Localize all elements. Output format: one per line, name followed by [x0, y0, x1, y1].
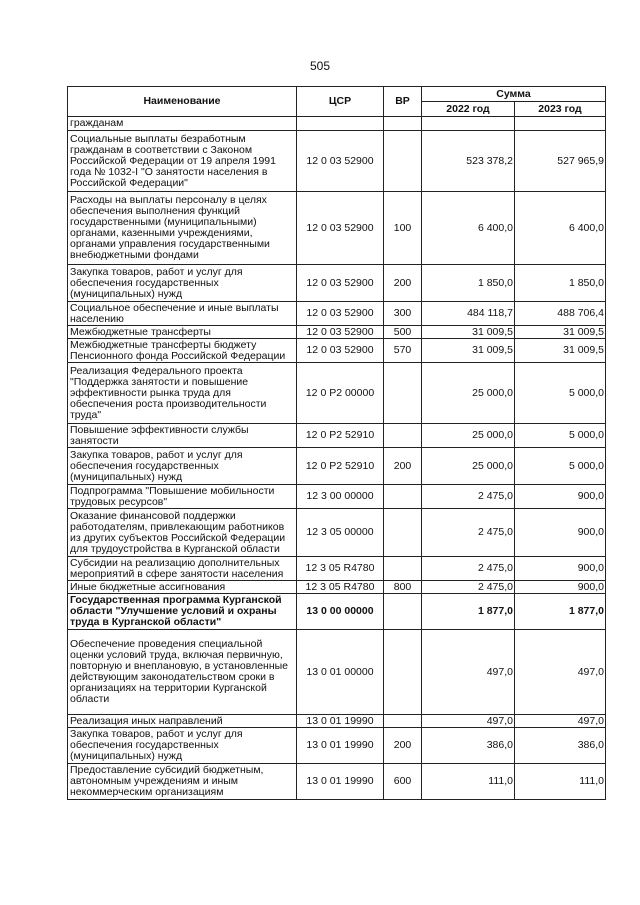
row-csr: 12 3 05 R4780 [297, 581, 384, 594]
row-sum-2022: 31 009,5 [422, 326, 515, 339]
row-sum-2022: 484 118,7 [422, 302, 515, 326]
row-vr [384, 509, 422, 557]
row-csr: 13 0 01 19990 [297, 728, 384, 764]
row-vr: 800 [384, 581, 422, 594]
table-row [68, 302, 606, 326]
row-name: Межбюджетные трансферты бюджету Пенсионного фонда Российской Федерации [68, 339, 297, 363]
row-vr: 300 [384, 302, 422, 326]
row-name: Закупка товаров, работ и услуг для обеспечения государственных (муниципальных) нужд [68, 728, 297, 764]
row-name: Иные бюджетные ассигнования [68, 581, 297, 594]
row-sum-2023: 900,0 [515, 557, 606, 581]
row-sum-2023: 1 877,0 [515, 594, 606, 630]
header-2022: 2022 год [422, 102, 515, 117]
row-sum-2023: 900,0 [515, 509, 606, 557]
row-name: Оказание финансовой поддержки работодателям, привлекающим работников из других субъектов Российской Федерации для трудоустройства в Курганской области [68, 509, 297, 557]
row-csr: 12 0 03 52900 [297, 131, 384, 192]
row-vr [384, 630, 422, 715]
row-sum-2023 [515, 117, 606, 131]
table-row [68, 509, 606, 557]
table-row [68, 363, 606, 424]
row-sum-2022: 31 009,5 [422, 339, 515, 363]
row-name: Предоставление субсидий бюджетным, автономным учреждениям и иным некоммерческим организациям [68, 764, 297, 800]
row-sum-2023: 900,0 [515, 485, 606, 509]
table-row [68, 630, 606, 715]
row-name: Реализация Федерального проекта "Поддержка занятости и повышение эффективности рынка труда для обеспечения роста производительности труда" [68, 363, 297, 424]
row-sum-2023: 111,0 [515, 764, 606, 800]
row-vr: 500 [384, 326, 422, 339]
row-name: Обеспечение проведения специальной оценки условий труда, включая первичную, повторную и внеплановую, в установленные действующим законодательством сроки в организациях на территории Курганской области [68, 630, 297, 715]
row-csr: 12 0 03 52900 [297, 302, 384, 326]
row-sum-2022: 2 475,0 [422, 557, 515, 581]
row-csr: 12 3 05 R4780 [297, 557, 384, 581]
row-sum-2022: 1 877,0 [422, 594, 515, 630]
row-csr: 12 3 00 00000 [297, 485, 384, 509]
table-row [68, 764, 606, 800]
table-body [68, 117, 606, 800]
table-row [68, 117, 606, 131]
row-vr: 570 [384, 339, 422, 363]
row-name: Межбюджетные трансферты [68, 326, 297, 339]
row-csr: 13 0 01 19990 [297, 715, 384, 728]
row-vr [384, 424, 422, 448]
row-vr [384, 117, 422, 131]
row-sum-2022: 111,0 [422, 764, 515, 800]
row-sum-2022: 2 475,0 [422, 509, 515, 557]
row-name: гражданам [68, 117, 297, 131]
row-sum-2023: 488 706,4 [515, 302, 606, 326]
table-row [68, 581, 606, 594]
table-row [68, 594, 606, 630]
row-name: Закупка товаров, работ и услуг для обеспечения государственных (муниципальных) нужд [68, 265, 297, 302]
row-csr: 13 0 01 19990 [297, 764, 384, 800]
row-sum-2023: 1 850,0 [515, 265, 606, 302]
row-sum-2022: 2 475,0 [422, 485, 515, 509]
header-2023: 2023 год [515, 102, 606, 117]
row-vr: 200 [384, 728, 422, 764]
row-csr: 13 0 00 00000 [297, 594, 384, 630]
row-name: Субсидии на реализацию дополнительных мероприятий в сфере занятости населения [68, 557, 297, 581]
row-vr: 200 [384, 448, 422, 485]
table-row [68, 265, 606, 302]
row-name: Реализация иных направлений [68, 715, 297, 728]
header-sum: Сумма [422, 87, 606, 102]
table-row [68, 557, 606, 581]
row-csr: 12 0 03 52900 [297, 339, 384, 363]
row-csr: 12 0 03 52900 [297, 192, 384, 265]
row-sum-2023: 497,0 [515, 715, 606, 728]
table-row [68, 728, 606, 764]
row-sum-2022: 2 475,0 [422, 581, 515, 594]
row-sum-2022: 497,0 [422, 630, 515, 715]
row-sum-2022: 497,0 [422, 715, 515, 728]
row-sum-2023: 5 000,0 [515, 363, 606, 424]
row-sum-2022: 386,0 [422, 728, 515, 764]
row-csr: 12 0 P2 52910 [297, 424, 384, 448]
row-sum-2023: 5 000,0 [515, 448, 606, 485]
table-row [68, 424, 606, 448]
row-vr [384, 557, 422, 581]
table-row [68, 715, 606, 728]
row-sum-2022: 1 850,0 [422, 265, 515, 302]
row-name: Социальные выплаты безработным гражданам в соответствии с Законом Российской Федерации от 19 апреля 1991 года № 1032-I "О занятости населения в Российской Федерации" [68, 131, 297, 192]
row-sum-2023: 31 009,5 [515, 326, 606, 339]
row-name: Расходы на выплаты персоналу в целях обеспечения выполнения функций государственными (муниципальными) органами, казенными учреждениями, органами управления государственными внебюджетными фондами [68, 192, 297, 265]
page-number: 505 [309, 59, 331, 73]
header-vr: ВР [384, 87, 422, 117]
row-name: Повышение эффективности службы занятости [68, 424, 297, 448]
row-sum-2022: 25 000,0 [422, 363, 515, 424]
row-vr [384, 715, 422, 728]
table-row [68, 485, 606, 509]
row-sum-2023: 386,0 [515, 728, 606, 764]
row-csr: 12 0 03 52900 [297, 326, 384, 339]
row-sum-2023: 497,0 [515, 630, 606, 715]
row-sum-2023: 527 965,9 [515, 131, 606, 192]
row-vr: 100 [384, 192, 422, 265]
row-vr [384, 131, 422, 192]
row-sum-2022: 523 378,2 [422, 131, 515, 192]
table-row [68, 339, 606, 363]
row-sum-2023: 5 000,0 [515, 424, 606, 448]
row-vr [384, 363, 422, 424]
row-csr: 12 0 P2 00000 [297, 363, 384, 424]
table-row [68, 131, 606, 192]
row-name: Государственная программа Курганской области "Улучшение условий и охраны труда в Курганской области" [68, 594, 297, 630]
row-sum-2022: 25 000,0 [422, 448, 515, 485]
row-sum-2023: 31 009,5 [515, 339, 606, 363]
row-csr: 12 3 05 00000 [297, 509, 384, 557]
row-vr: 600 [384, 764, 422, 800]
row-sum-2022: 25 000,0 [422, 424, 515, 448]
row-vr [384, 485, 422, 509]
table-row [68, 326, 606, 339]
header-name: Наименование [68, 87, 297, 117]
budget-table [67, 86, 606, 800]
row-csr: 12 0 P2 52910 [297, 448, 384, 485]
row-vr: 200 [384, 265, 422, 302]
row-name: Подпрограмма "Повышение мобильности трудовых ресурсов" [68, 485, 297, 509]
header-csr: ЦСР [297, 87, 384, 117]
row-sum-2023: 900,0 [515, 581, 606, 594]
row-vr [384, 594, 422, 630]
row-name: Социальное обеспечение и иные выплаты населению [68, 302, 297, 326]
row-sum-2022: 6 400,0 [422, 192, 515, 265]
row-csr: 12 0 03 52900 [297, 265, 384, 302]
row-csr: 13 0 01 00000 [297, 630, 384, 715]
table-row [68, 192, 606, 265]
row-sum-2023: 6 400,0 [515, 192, 606, 265]
row-sum-2022 [422, 117, 515, 131]
table-row [68, 448, 606, 485]
row-csr [297, 117, 384, 131]
row-name: Закупка товаров, работ и услуг для обеспечения государственных (муниципальных) нужд [68, 448, 297, 485]
